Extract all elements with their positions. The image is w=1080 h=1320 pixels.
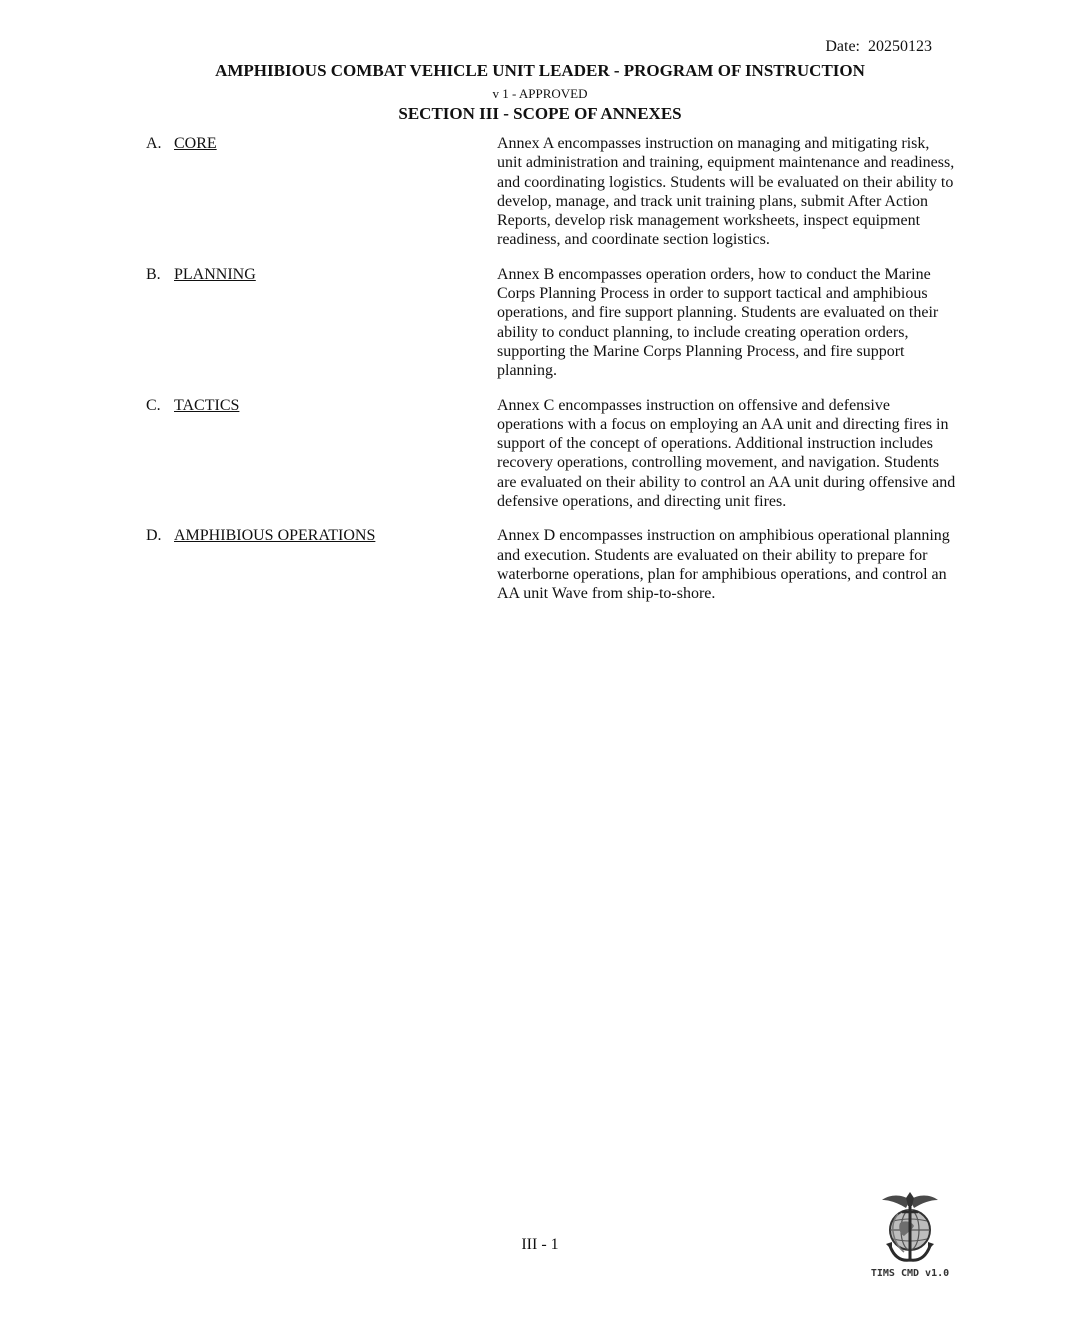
annex-item-amphibious-operations <box>146 526 956 603</box>
page-number: III - 1 <box>521 1236 559 1253</box>
date-value: 20250123 <box>868 38 932 55</box>
annex-description: Annex B encompasses operation orders, how to conduct the Marine Corps Planning Process in order to support tactical and amphibious operations, and fire support planning. Students are evaluated on their ability to conduct planning, to include creating operation orders, supporting the Marine Corps Planning Process, and fire support planning. <box>497 265 939 380</box>
section-title: SECTION III - SCOPE OF ANNEXES <box>398 104 682 123</box>
document-title: AMPHIBIOUS COMBAT VEHICLE UNIT LEADER - PROGRAM OF INSTRUCTION <box>215 61 865 80</box>
annex-letter: D. <box>146 527 162 545</box>
annex-description: Annex D encompasses instruction on amphibious operational planning and execution. Students are evaluated on their ability to prepare for waterborne operations, plan for amphibious operations, and control an AA unit Wave from ship-to-shore. <box>497 527 950 603</box>
annex-name: CORE <box>174 135 217 152</box>
annex-letter: C. <box>146 396 161 414</box>
annex-letter: B. <box>146 265 161 283</box>
annex-list <box>146 134 956 619</box>
annex-item-tactics <box>146 396 956 512</box>
logo-caption: TIMS CMD v1.0 <box>870 1268 950 1279</box>
annex-item-planning <box>146 265 956 381</box>
version-status: v 1 - APPROVED <box>492 86 588 101</box>
annex-name: AMPHIBIOUS OPERATIONS <box>174 527 376 545</box>
annex-letter: A. <box>146 135 162 152</box>
annex-name: TACTICS <box>174 396 240 414</box>
date-label: Date: <box>825 38 860 55</box>
annex-item-core <box>146 134 956 250</box>
annex-description: Annex C encompasses instruction on offensive and defensive operations with a focus on employing an AA unit and directing fires in support of the concept of operations. Additional instruction includes recovery operations, controlling movement, and navigation. Students are evaluated on their ability to control an AA unit during offensive and defensive operations, and directing unit fires. <box>497 396 956 511</box>
document-date <box>825 38 932 56</box>
annex-description: Annex A encompasses instruction on managing and mitigating risk, unit administration and training, equipment maintenance and readiness, and coordinating logistics. Students will be evaluated on their ability to develop, manage, and track unit training plans, submit After Action Reports, develop risk management worksheets, inspect equipment readiness, and coordinate section logistics. <box>497 135 955 249</box>
annex-name: PLANNING <box>174 265 256 283</box>
